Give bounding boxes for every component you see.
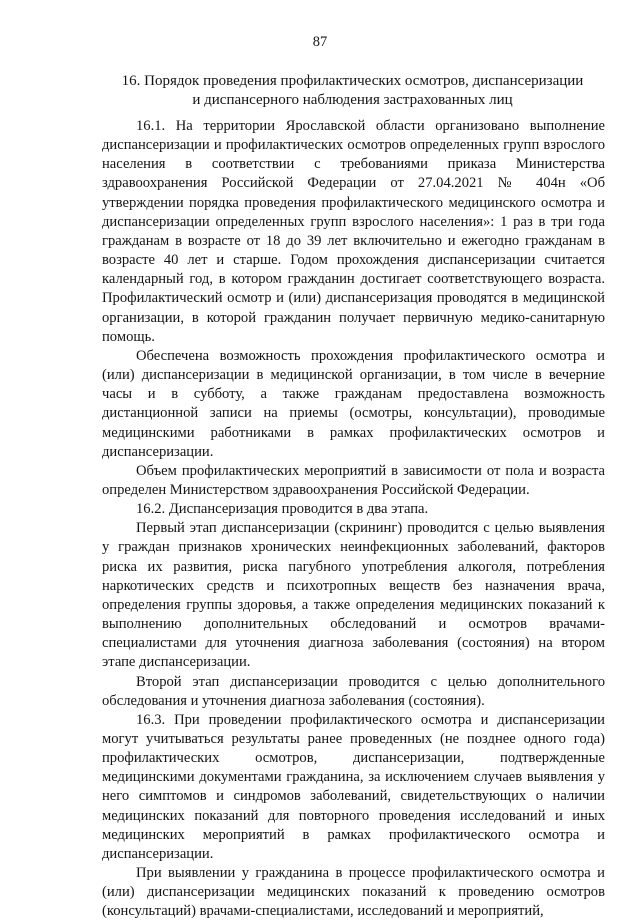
section-heading-line-2: и диспансерного наблюдения застрахованных лиц	[192, 92, 513, 108]
paragraph-16-3: 16.3. При проведении профилактического осмотра и диспансеризации могут учитываться результаты ранее проведенных (не позднее одного года) профилактических осмотров, диспансеризации, подтвержденные медицинскими документами гражданина, за исключением случаев выявления у него симптомов и синдромов заболеваний, свидетельствующих о наличии медицинских показаний для повторного проведения исследований и иных медицинских мероприятий в рамках профилактического осмотра и диспансеризации.	[102, 711, 605, 862]
paragraph-evening-hours: Обеспечена возможность прохождения профилактического осмотра и (или) диспансеризации в медицинской организации, в том числе в вечерние часы и в субботу, а также гражданам предоставлена возможность дистанционной записи на приемы (осмотры, консультации), проводимые медицинскими работниками в рамках профилактических осмотров и диспансеризации.	[102, 347, 605, 460]
paragraph-second-stage: Второй этап диспансеризации проводится с целью дополнительного обследования и уточнения диагноза заболевания (состояния).	[102, 673, 605, 709]
paragraph-16-1: 16.1. На территории Ярославской области организовано выполнение диспансеризации и профилактических осмотров определенных групп взрослого населения в соответствии с требованиями приказа Министерства здравоохранения Российской Федерации от 27.04.2021 № 404н «Об утверждении порядка проведения профилактического медицинского осмотра и диспансеризации определенных групп взрослого населения»: 1 раз в три года гражданам в возрасте от 18 до 39 лет включительно и ежегодно гражданам в возрасте 40 лет и старше. Годом прохождения диспансеризации считается календарный год, в котором гражданин достигает соответствующего возраста. Профилактический осмотр и (или) диспансеризация проводятся в медицинской организации, в которой гражданин получает первичную медико-санитарную помощь.	[102, 118, 605, 345]
paragraph-first-stage: Первый этап диспансеризации (скрининг) проводится с целью выявления у граждан признаков хронических неинфекционных заболеваний, факторов риска их развития, риска пагубного употребления алкоголя, потребления наркотических средств и психотропных веществ без назначения врача, определения группы здоровья, а также определения медицинских показаний к выполнению дополнительных обследований и осмотров врачами-специалистами для уточнения диагноза заболевания (состояния) на втором этапе диспансеризации.	[102, 520, 605, 671]
page-number: 87	[312, 34, 328, 50]
document-body	[102, 117, 605, 922]
paragraph-16-2: 16.2. Диспансеризация проводится в два этапа.	[136, 501, 429, 518]
section-heading-line-1: 16. Порядок проведения профилактических осмотров, диспансеризации	[121, 73, 584, 89]
section-heading	[100, 72, 605, 110]
paragraph-volume-of-measures: Объем профилактических мероприятий в зависимости от пола и возраста определен Министерством здравоохранения Российской Федерации.	[102, 462, 605, 498]
paragraph-specialist-referral: При выявлении у гражданина в процессе профилактического осмотра и (или) диспансеризации медицинских показаний к проведению осмотров (консультаций) врачами-специалистами, исследований и мероприятий,	[102, 865, 605, 920]
